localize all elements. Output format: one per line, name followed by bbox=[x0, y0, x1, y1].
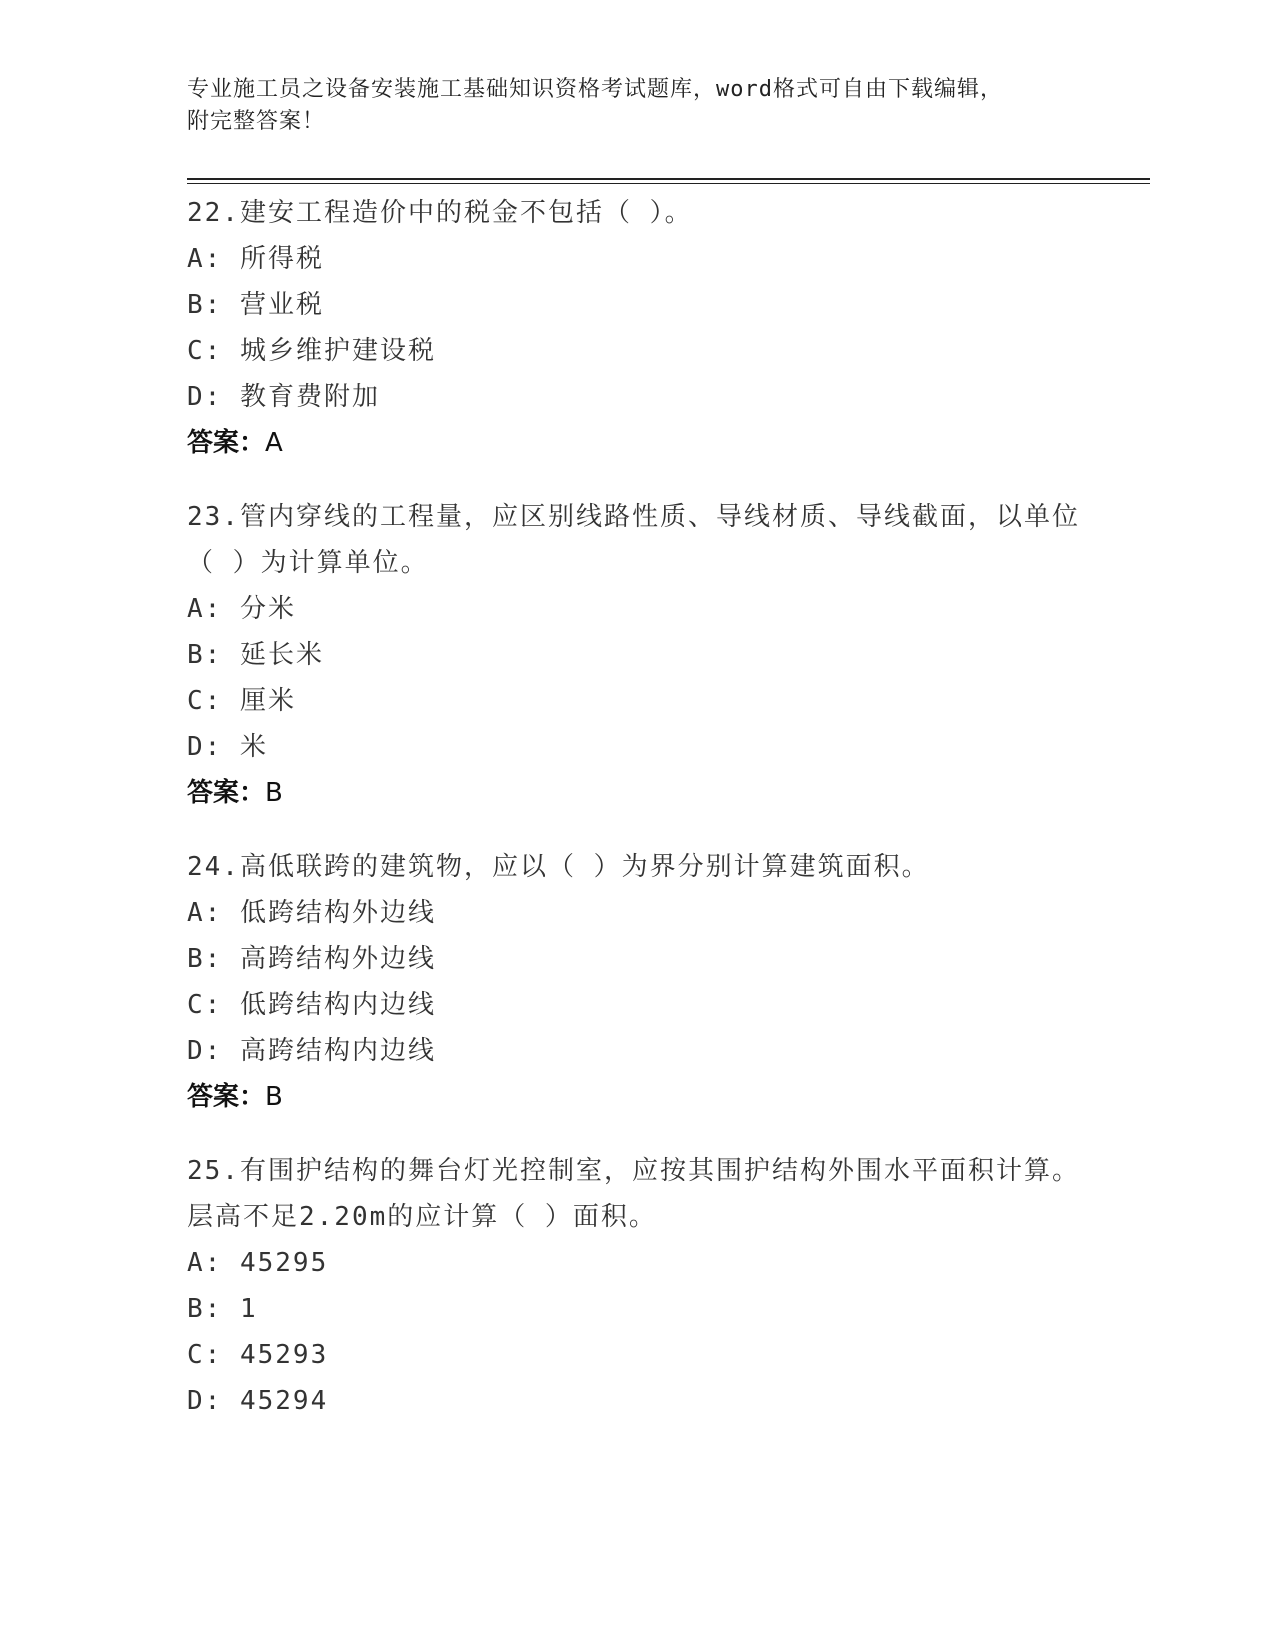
option-d: D: 教育费附加 bbox=[187, 382, 380, 412]
option-d: D: 45294 bbox=[187, 1386, 329, 1416]
header-line-1: 专业施工员之设备安装施工基础知识资格考试题库，word格式可自由下载编辑， bbox=[187, 77, 1003, 102]
option-c: C: 厘米 bbox=[187, 686, 296, 716]
question-stem: 22.建安工程造价中的税金不包括（ ）。 bbox=[187, 198, 693, 228]
option-a: A: 45295 bbox=[187, 1248, 329, 1278]
answer bbox=[187, 1074, 1087, 1120]
option-a: A: 低跨结构外边线 bbox=[187, 898, 436, 928]
answer-label: 答案： bbox=[187, 1082, 266, 1112]
header-divider bbox=[187, 178, 1150, 184]
option-a: A: 所得税 bbox=[187, 244, 324, 274]
answer-value: B bbox=[265, 778, 283, 808]
option-b: B: 高跨结构外边线 bbox=[187, 944, 436, 974]
question-stem: 25.有围护结构的舞台灯光控制室，应按其围护结构外围水平面积计算。层高不足2.20m的应计算（ ）面积。 bbox=[187, 1156, 1080, 1232]
answer-label: 答案： bbox=[187, 778, 266, 808]
question-23 bbox=[187, 494, 1087, 816]
question-stem: 23.管内穿线的工程量，应区别线路性质、导线材质、导线截面，以单位（ ）为计算单位。 bbox=[187, 502, 1080, 578]
option-c: C: 低跨结构内边线 bbox=[187, 990, 436, 1020]
question-25 bbox=[187, 1148, 1087, 1424]
header-line-2: 附完整答案！ bbox=[187, 109, 326, 134]
question-22 bbox=[187, 190, 1087, 466]
answer-label: 答案： bbox=[187, 428, 266, 458]
option-a: A: 分米 bbox=[187, 594, 296, 624]
answer-value: B bbox=[265, 1082, 283, 1112]
option-c: C: 城乡维护建设税 bbox=[187, 336, 436, 366]
option-d: D: 高跨结构内边线 bbox=[187, 1036, 436, 1066]
option-b: B: 营业税 bbox=[187, 290, 324, 320]
option-d: D: 米 bbox=[187, 732, 268, 762]
option-c: C: 45293 bbox=[187, 1340, 329, 1370]
question-list bbox=[187, 190, 1087, 1452]
option-b: B: 延长米 bbox=[187, 640, 324, 670]
answer bbox=[187, 770, 1087, 816]
document-header bbox=[187, 74, 1067, 138]
question-stem: 24.高低联跨的建筑物，应以（ ）为界分别计算建筑面积。 bbox=[187, 852, 930, 882]
option-b: B: 1 bbox=[187, 1294, 258, 1324]
answer bbox=[187, 420, 1087, 466]
question-24 bbox=[187, 844, 1087, 1120]
answer-value: A bbox=[265, 428, 283, 458]
